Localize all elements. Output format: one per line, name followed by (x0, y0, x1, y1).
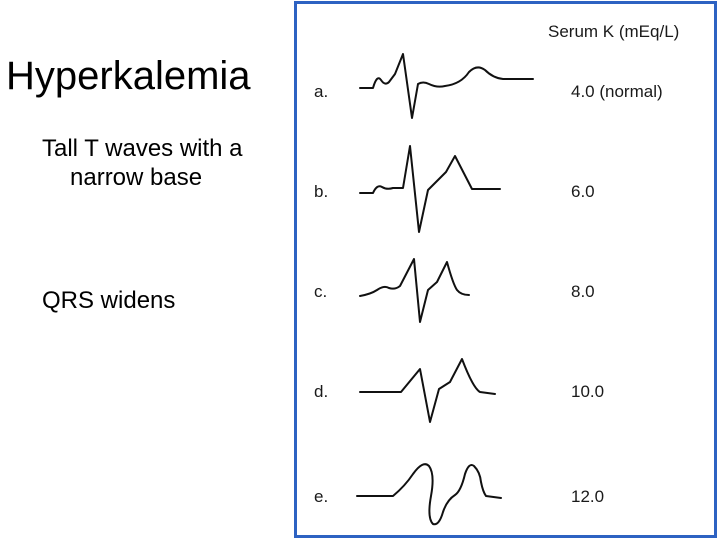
row-label: b. (314, 182, 329, 201)
row-label: d. (314, 382, 329, 401)
bullet-text-line: Tall T waves with a (42, 135, 243, 162)
row-label: a. (314, 82, 329, 101)
ecg-trace-d (360, 359, 495, 422)
bullet-text-line: QRS widens (42, 287, 176, 314)
bullet-qrs-widens (42, 286, 175, 315)
ecg-figure-panel (294, 1, 717, 538)
bullet-tall-t-waves (42, 134, 292, 192)
ecg-trace-c (360, 259, 469, 322)
column-header: Serum K (mEq/L) (548, 22, 680, 41)
row-label: c. (314, 282, 328, 301)
ecg-trace-a (360, 54, 533, 118)
serum-k-value: 4.0 (normal) (571, 82, 663, 101)
row-label: e. (314, 487, 329, 506)
ecg-trace-e (357, 464, 501, 524)
bullet-text-line: narrow base (70, 164, 203, 191)
serum-k-value: 12.0 (571, 487, 605, 506)
slide-title: Hyperkalemia (6, 54, 251, 98)
serum-k-value: 10.0 (571, 382, 605, 401)
serum-k-value: 8.0 (571, 282, 595, 301)
ecg-trace-b (360, 146, 500, 232)
ecg-figure-drawing (297, 4, 714, 535)
serum-k-value: 6.0 (571, 182, 595, 201)
